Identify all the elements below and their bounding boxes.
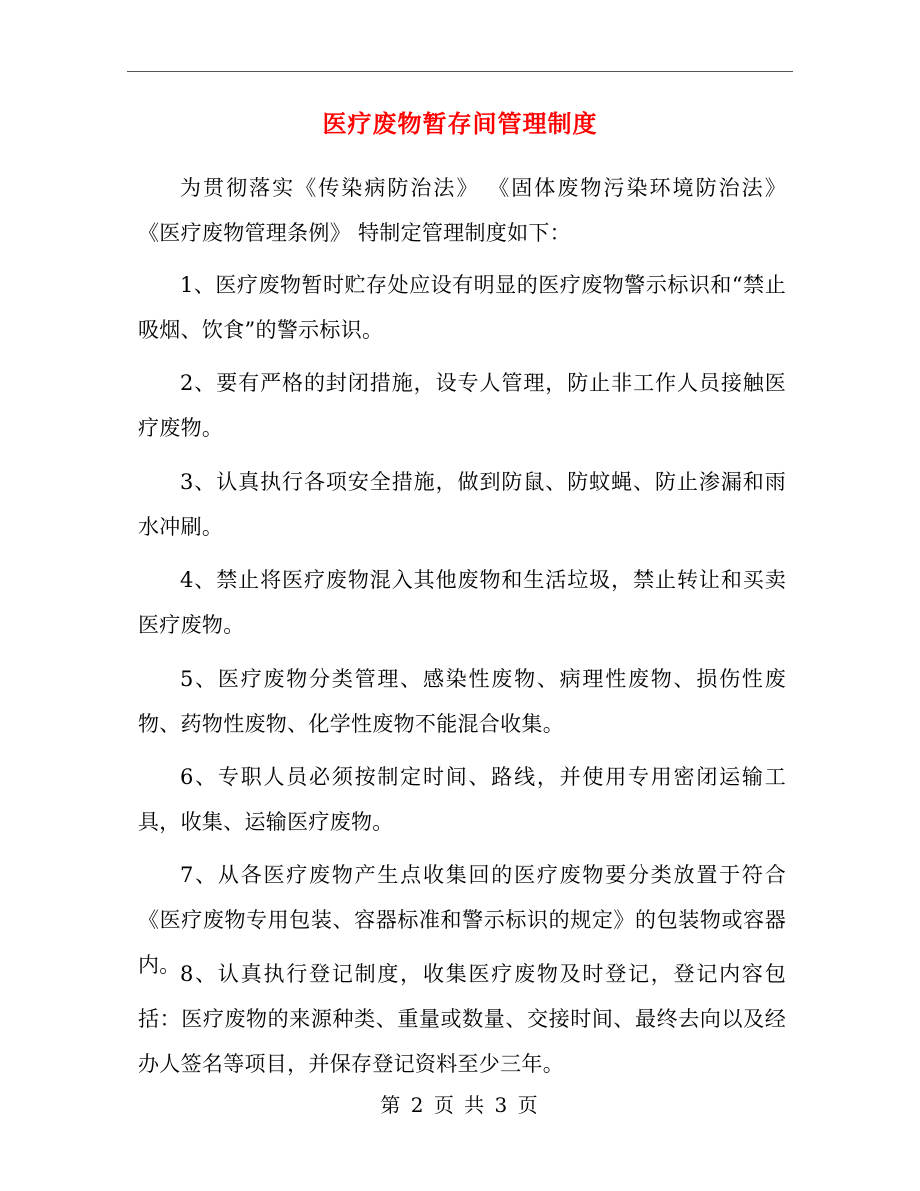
rule-item-7: 7、从各医疗废物产生点收集回的医疗废物要分类放置于符合《医疗废物专用包装、容器标准和警示标识的规定》的包装物或容器内。 [138,863,786,977]
rule-item-4: 4、禁止将医疗废物混入其他废物和生活垃圾，禁止转让和买卖医疗废物。 [138,568,786,637]
rule-item-5: 5、医疗废物分类管理、感染性废物、病理性废物、损伤性废物、药物性废物、化学性废物不能混合收集。 [138,667,786,736]
rule-item-6: 6、专职人员必须按制定时间、路线，并使用专用密闭运输工具，收集、运输医疗废物。 [138,765,786,834]
header-rule [127,71,793,72]
rule-item-1: 1、医疗废物暂时贮存处应设有明显的医疗废物警示标识和“禁止吸烟、饮食”的警示标识。 [138,273,786,342]
rule-item-8: 8、认真执行登记制度，收集医疗废物及时登记，登记内容包括：医疗废物的来源种类、重量或数量、交接时间、最终去向以及经办人签名等项目，并保存登记资料至少三年。 [138,962,786,1076]
rule-item-2: 2、要有严格的封闭措施，设专人管理，防止非工作人员接触医疗废物。 [138,371,786,440]
intro-paragraph: 为贯彻落实《传染病防治法》 《固体废物污染环境防治法》 《医疗废物管理条例》 特制定管理制度如下： [138,176,786,245]
rule-item-3: 3、认真执行各项安全措施，做到防鼠、防蚊蝇、防止渗漏和雨水冲刷。 [138,470,786,539]
page-footer: 第 2 页 共 3 页 [380,1093,540,1117]
document-title: 医疗废物暂存间管理制度 [322,109,598,138]
